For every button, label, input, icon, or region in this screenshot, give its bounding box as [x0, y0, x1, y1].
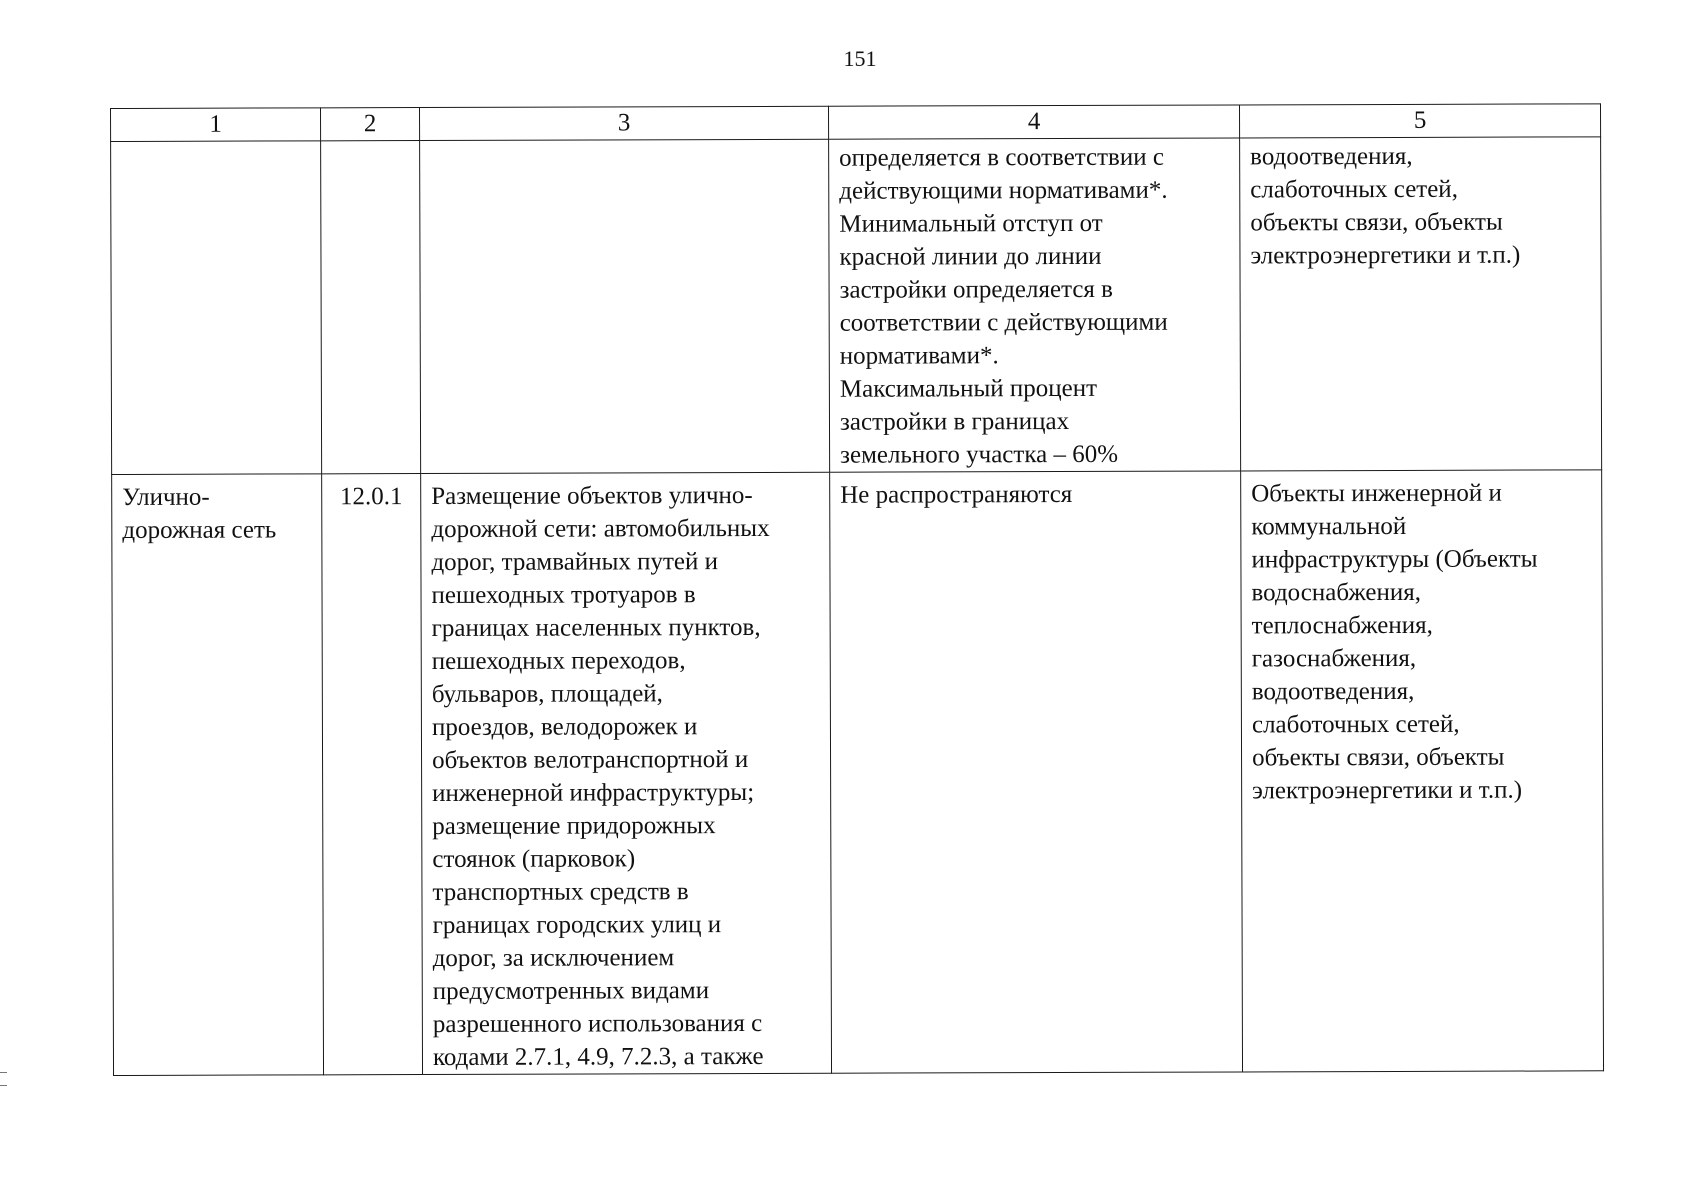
- table-row: [111, 137, 1602, 475]
- use-type-code-cell: [321, 141, 421, 474]
- column-header: 2: [321, 108, 420, 141]
- parameters-cell: определяется в соответствии с действующими нормативами*. Минимальный отступ от красной линии до линии застройки определяется в соответствии с действующими нормативами*. Максимальный процент застройки в границах земельного участка – 60%: [829, 138, 1241, 472]
- zoning-regulations-table: [110, 103, 1604, 1076]
- scan-margin-mark: [0, 1072, 7, 1086]
- column-header: 3: [420, 106, 829, 140]
- use-type-description-cell: Размещение объектов улично- дорожной сети: автомобильных дорог, трамвайных путей и пешеходных тротуаров в границах населенных пунктов, пешеходных переходов, бульваров, площадей, проездов, велодорожек и объектов велотранспортной и инженерной инфраструктуры; размещение придорожных стоянок (парковок) транспортных средств в границах городских улиц и дорог, за исключением предусмотренных видами разрешенного использования с кодами 2.7.1, 4.9, 7.2.3, а также: [421, 472, 832, 1074]
- column-header: 5: [1239, 104, 1600, 138]
- auxiliary-uses-cell: водоотведения, слаботочных сетей, объекты связи, объекты электроэнергетики и т.п.): [1240, 137, 1602, 471]
- table-header-row: [111, 104, 1601, 142]
- use-type-name-cell: [111, 141, 322, 475]
- parameters-cell: Не распространяются: [830, 471, 1243, 1073]
- auxiliary-uses-cell: Объекты инженерной и коммунальной инфраструктуры (Объекты водоснабжения, теплоснабжения, газоснабжения, водоотведения, слаботочных сетей, объекты связи, объекты электроэнергетики и т.п.): [1241, 470, 1604, 1072]
- table-row: [112, 470, 1604, 1076]
- column-header: 1: [111, 108, 321, 142]
- column-header: 4: [828, 105, 1239, 139]
- use-type-description-cell: [420, 139, 830, 473]
- use-type-name-cell: Улично- дорожная сеть: [112, 474, 324, 1076]
- use-type-code-cell: 12.0.1: [322, 474, 423, 1075]
- page-number: 151: [843, 46, 877, 71]
